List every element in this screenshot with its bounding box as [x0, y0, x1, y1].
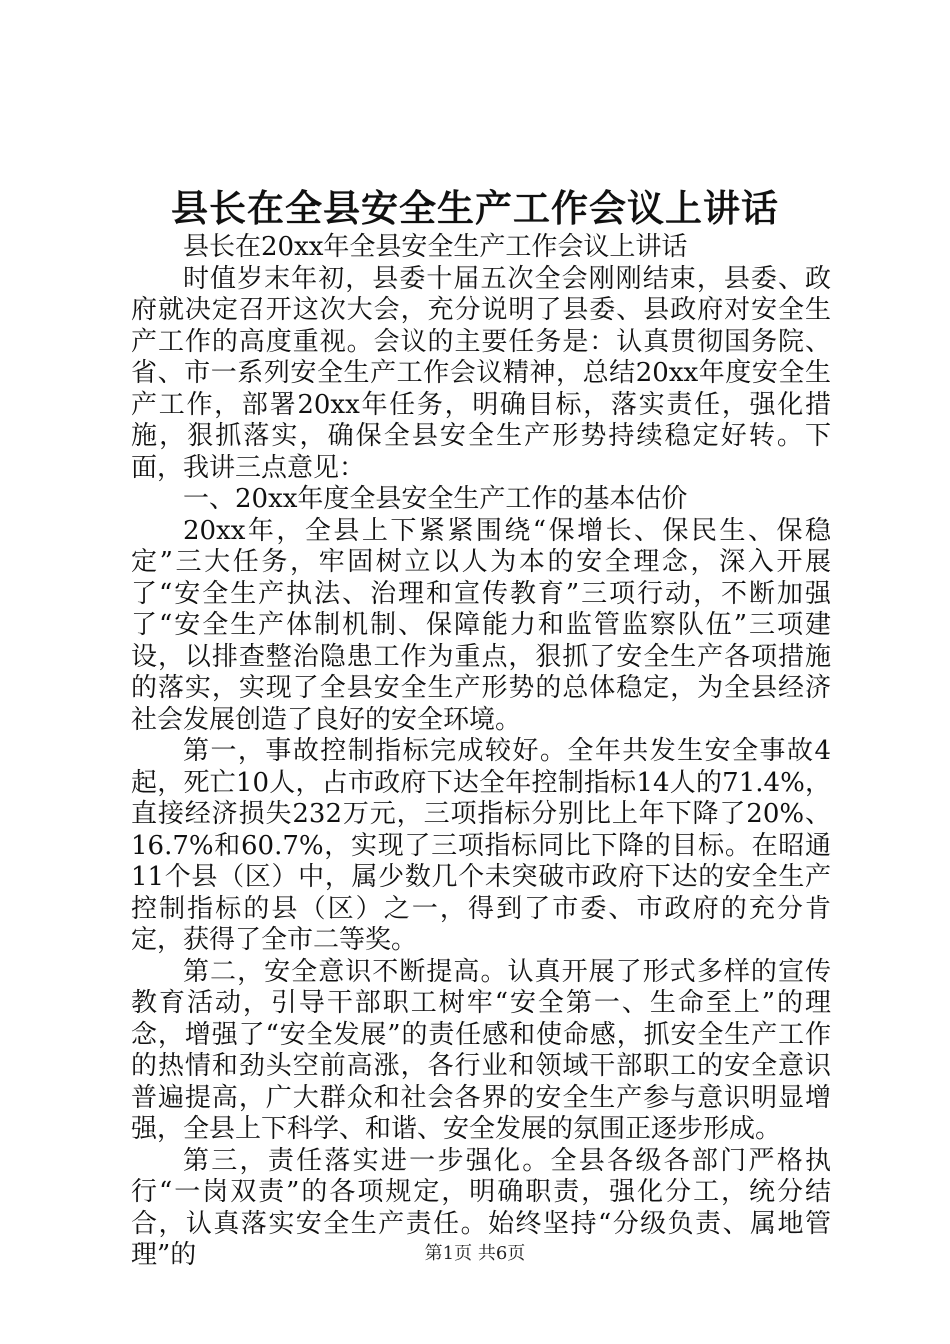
document-title: 县长在全县安全生产工作会议上讲话 [171, 186, 779, 230]
page-footer: 第1页 共6页 [424, 1243, 526, 1264]
paragraph-first: 第一，事故控制指标完成较好。全年共发生安全事故4起，死亡10人，占市政府下达全年控制指标14人的71.4%，直接经济损失232万元，三项指标分别比上年下降了20%、16.7%和60.7%，实现了三项指标同比下降的目标。在昭通11个县（区）中，属少数几个未突破市政府下达的安全生产控制指标的县（区）之一，得到了市委、市政府的充分肯定，获得了全市二等奖。 [131, 736, 831, 955]
paragraph-subtitle: 县长在20xx年全县安全生产工作会议上讲话 [183, 232, 688, 262]
document-body [131, 232, 831, 1272]
paragraph-intro: 时值岁末年初，县委十届五次全会刚刚结束，县委、政府就决定召开这次大会，充分说明了县委、县政府对安全生产工作的高度重视。会议的主要任务是：认真贯彻国务院、省、市一系列安全生产工作会议精神，总结20xx年度安全生产工作，部署20xx年任务，明确目标，落实责任，强化措施，狠抓落实，确保全县安全生产形势持续稳定好转。下面，我讲三点意见： [131, 263, 831, 483]
paragraph-second: 第二，安全意识不断提高。认真开展了形式多样的宣传教育活动，引导干部职工树牢“安全第一、生命至上”的理念，增强了“安全发展”的责任感和使命感，抓安全生产工作的热情和劲头空前高涨，各行业和领域干部职工的安全意识普遍提高，广大群众和社会各界的安全生产参与意识明显增强，全县上下科学、和谐、安全发展的氛围正逐步形成。 [131, 956, 831, 1144]
section-heading: 一、20xx年度全县安全生产工作的基本估价 [183, 484, 688, 514]
paragraph-third: 第三，责任落实进一步强化。全县各级各部门严格执行“一岗双责”的各项规定，明确职责，强化分工，统分结合，认真落实安全生产责任。始终坚持“分级负责、属地管理”的 [131, 1145, 831, 1270]
paragraph-overview: 20xx年，全县上下紧紧围绕“保增长、保民生、保稳定”三大任务，牢固树立以人为本的安全理念，深入开展了“安全生产执法、治理和宣传教育”三项行动，不断加强了“安全生产体制机制、保障能力和监管监察队伍”三项建设，以排查整治隐患工作为重点，狠抓了安全生产各项措施的落实，实现了全县安全生产形势的总体稳定，为全县经济社会发展创造了良好的安全环境。 [131, 515, 831, 735]
